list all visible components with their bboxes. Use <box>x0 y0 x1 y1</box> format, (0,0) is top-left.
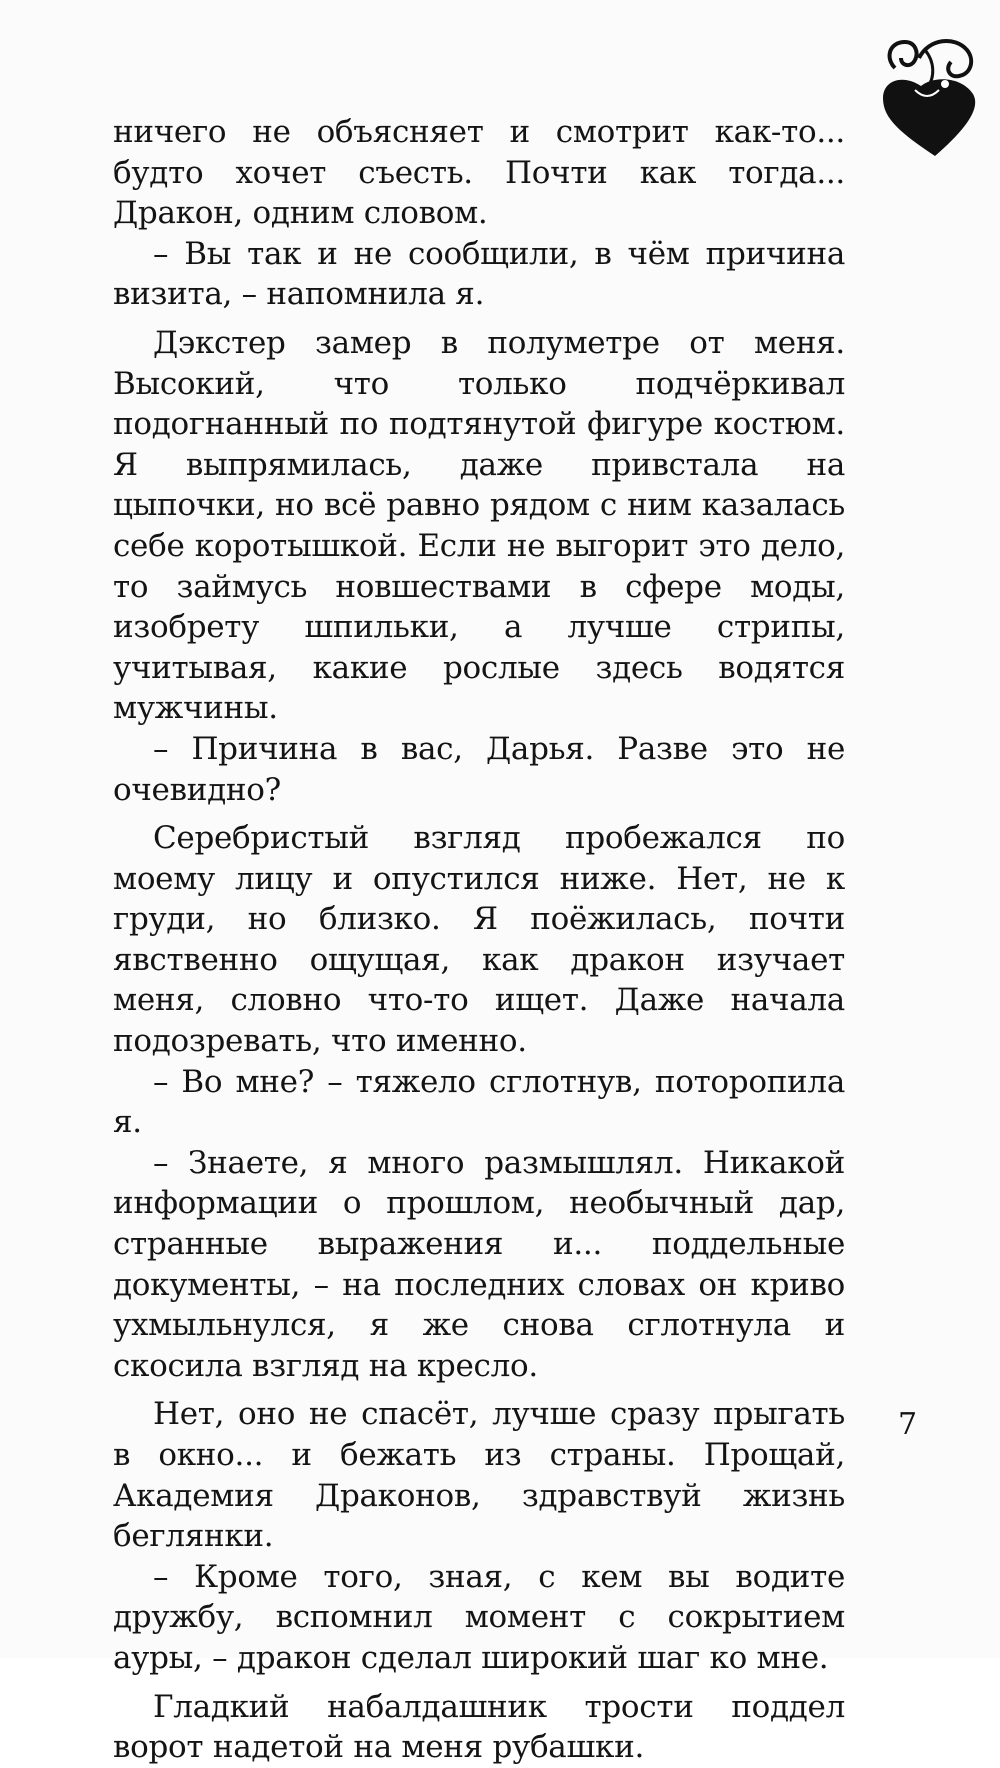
paragraph: – Знаете, я много размышлял. Никакой информации о прошлом, необычный дар, странные выражения и... поддельные документы, – на последних словах он криво ухмыльнулся, я же снова сглотнула и скосила взгляд на кресло. <box>113 1144 845 1384</box>
paragraph: Серебристый взгляд пробежался по моему лицу и опустился ниже. Нет, не к груди, но близко. Я поёжилась, почти явственно ощущая, как дракон изучает меня, словно что-то ищет. Даже начала подозревать, что именно. <box>113 820 845 1060</box>
paragraph: – Во мне? – тяжело сглотнув, поторопила я. <box>113 1063 845 1141</box>
paragraph: – Кроме того, зная, с кем вы водите дружбу, вспомнил момент с сокрытием ауры, – дракон сделал широкий шаг ко мне. <box>113 1558 845 1676</box>
paragraph: Нет, оно не спасёт, лучше сразу прыгать в окно... и бежать из страны. Прощай, Академия Драконов, здравствуй жизнь беглянки. <box>113 1396 845 1555</box>
heart-emblem-icon <box>875 28 983 160</box>
page-number: 7 <box>898 1407 918 1442</box>
paragraph: Гладкий набалдашник трости поддел ворот надетой на меня рубашки. <box>113 1688 845 1766</box>
paragraph: ничего не объясняет и смотрит как-то... будто хочет съесть. Почти как тогда... Дракон, одним словом. <box>113 114 845 232</box>
paragraph: – Вы так и не сообщили, в чём причина визита, – напомнила я. <box>113 235 845 313</box>
paragraph: Дэкстер замер в полуметре от меня. Высокий, что только подчёркивал подогнанный по подтянутой фигуре костюм. Я выпрямилась, даже привстала на цыпочки, но всё равно рядом с ним казалась себе коротышкой. Если не выгорит это дело, то займусь новшествами в сфере моды, изобрету шпильки, а лучше стрипы, учитывая, какие рослые здесь водятся мужчины. <box>113 324 845 727</box>
body-text <box>113 112 845 1768</box>
paragraph: – Причина в вас, Дарья. Разве это не очевидно? <box>113 730 845 808</box>
